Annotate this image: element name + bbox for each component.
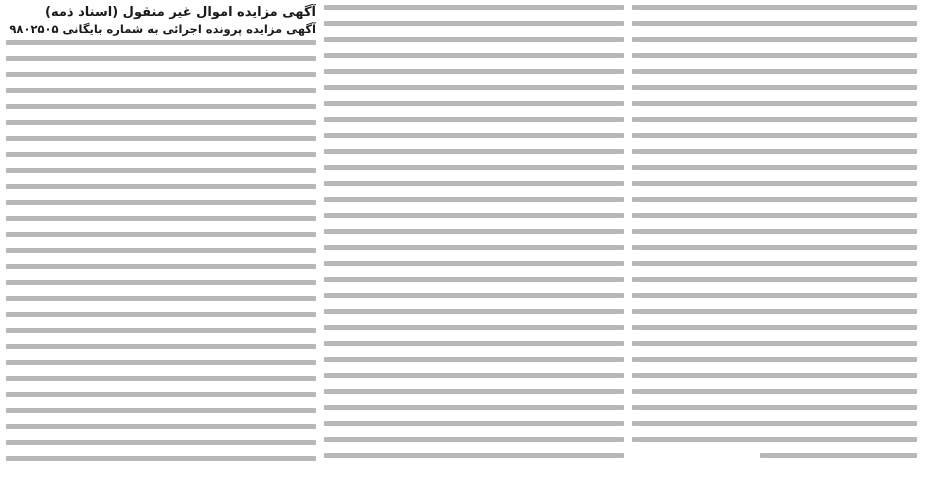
body-text-line bbox=[324, 309, 624, 314]
body-text-line bbox=[6, 120, 316, 125]
body-text-line bbox=[6, 296, 316, 301]
body-text-line bbox=[632, 85, 917, 90]
body-text-line bbox=[6, 424, 316, 429]
body-text-line bbox=[632, 277, 917, 282]
notice-subtitle: آگهی مزایده پرونده اجرائی به شماره بایگانی ۹۸۰۲۵۰۵ bbox=[9, 22, 316, 36]
body-text-line bbox=[6, 440, 316, 445]
body-text-line bbox=[324, 277, 624, 282]
body-text-line bbox=[324, 261, 624, 266]
body-text-line bbox=[632, 149, 917, 154]
body-text-line bbox=[324, 5, 624, 10]
body-text-block bbox=[324, 5, 624, 469]
body-text-line bbox=[324, 117, 624, 122]
body-text-line bbox=[6, 248, 316, 253]
body-text-line bbox=[324, 437, 624, 442]
body-text-line bbox=[6, 392, 316, 397]
body-text-line bbox=[6, 328, 316, 333]
body-text-line bbox=[632, 213, 917, 218]
body-text-line bbox=[6, 104, 316, 109]
body-text-line bbox=[6, 360, 316, 365]
body-text-line bbox=[324, 341, 624, 346]
body-text-line bbox=[324, 325, 624, 330]
body-text-line bbox=[6, 456, 316, 461]
body-text-line bbox=[324, 197, 624, 202]
body-text-line bbox=[632, 165, 917, 170]
body-text-line bbox=[632, 261, 917, 266]
body-text-line bbox=[324, 405, 624, 410]
body-text-block bbox=[632, 5, 917, 469]
body-text-line bbox=[632, 405, 917, 410]
body-text-line bbox=[632, 341, 917, 346]
body-text-line bbox=[6, 152, 316, 157]
body-text-line bbox=[324, 101, 624, 106]
body-text-line bbox=[324, 165, 624, 170]
body-text-line bbox=[632, 117, 917, 122]
body-text-line bbox=[632, 37, 917, 42]
body-text-line bbox=[632, 357, 917, 362]
body-text-line bbox=[632, 325, 917, 330]
body-text-block bbox=[6, 40, 316, 472]
body-text-line bbox=[6, 280, 316, 285]
body-text-line bbox=[6, 312, 316, 317]
body-text-line bbox=[632, 229, 917, 234]
notice-column-left bbox=[632, 4, 917, 481]
body-text-line bbox=[632, 373, 917, 378]
body-text-line bbox=[324, 293, 624, 298]
body-text-line bbox=[324, 69, 624, 74]
body-text-line bbox=[324, 389, 624, 394]
body-text-line bbox=[324, 453, 624, 458]
body-text-line bbox=[324, 37, 624, 42]
body-text-line bbox=[6, 88, 316, 93]
body-text-line bbox=[324, 53, 624, 58]
body-text-line bbox=[324, 357, 624, 362]
body-text-line bbox=[6, 408, 316, 413]
body-text-line bbox=[6, 232, 316, 237]
body-text-line bbox=[6, 216, 316, 221]
body-text-line bbox=[324, 85, 624, 90]
body-text-line bbox=[6, 200, 316, 205]
body-text-line bbox=[6, 184, 316, 189]
body-text-line bbox=[324, 133, 624, 138]
body-text-line bbox=[632, 437, 917, 442]
body-text-line bbox=[6, 344, 316, 349]
body-text-line bbox=[632, 21, 917, 26]
body-text-line bbox=[324, 213, 624, 218]
body-text-line bbox=[324, 373, 624, 378]
body-text-line bbox=[632, 389, 917, 394]
body-text-line bbox=[324, 229, 624, 234]
body-text-line bbox=[632, 421, 917, 426]
body-text-line bbox=[324, 149, 624, 154]
body-text-line bbox=[632, 181, 917, 186]
body-text-line bbox=[324, 245, 624, 250]
notice-title: آگهی مزایده اموال غیر منقول (اسناد ذمه) bbox=[45, 5, 316, 20]
body-text-line bbox=[632, 245, 917, 250]
body-text-line bbox=[632, 53, 917, 58]
body-text-line bbox=[6, 56, 316, 61]
body-text-line bbox=[6, 376, 316, 381]
body-text-line bbox=[632, 5, 917, 10]
body-text-line bbox=[6, 40, 316, 45]
body-text-line bbox=[324, 421, 624, 426]
body-text-line bbox=[6, 168, 316, 173]
body-text-line bbox=[6, 264, 316, 269]
body-text-line bbox=[324, 21, 624, 26]
body-text-line bbox=[6, 136, 316, 141]
notice-column-middle bbox=[324, 4, 624, 481]
body-text-line bbox=[632, 69, 917, 74]
body-text-line bbox=[632, 133, 917, 138]
notice-column-right bbox=[6, 4, 316, 481]
body-text-line bbox=[632, 101, 917, 106]
body-text-line bbox=[632, 293, 917, 298]
body-text-line bbox=[760, 453, 917, 458]
body-text-line bbox=[6, 72, 316, 77]
body-text-line bbox=[632, 309, 917, 314]
body-text-line bbox=[324, 181, 624, 186]
body-text-line bbox=[632, 197, 917, 202]
